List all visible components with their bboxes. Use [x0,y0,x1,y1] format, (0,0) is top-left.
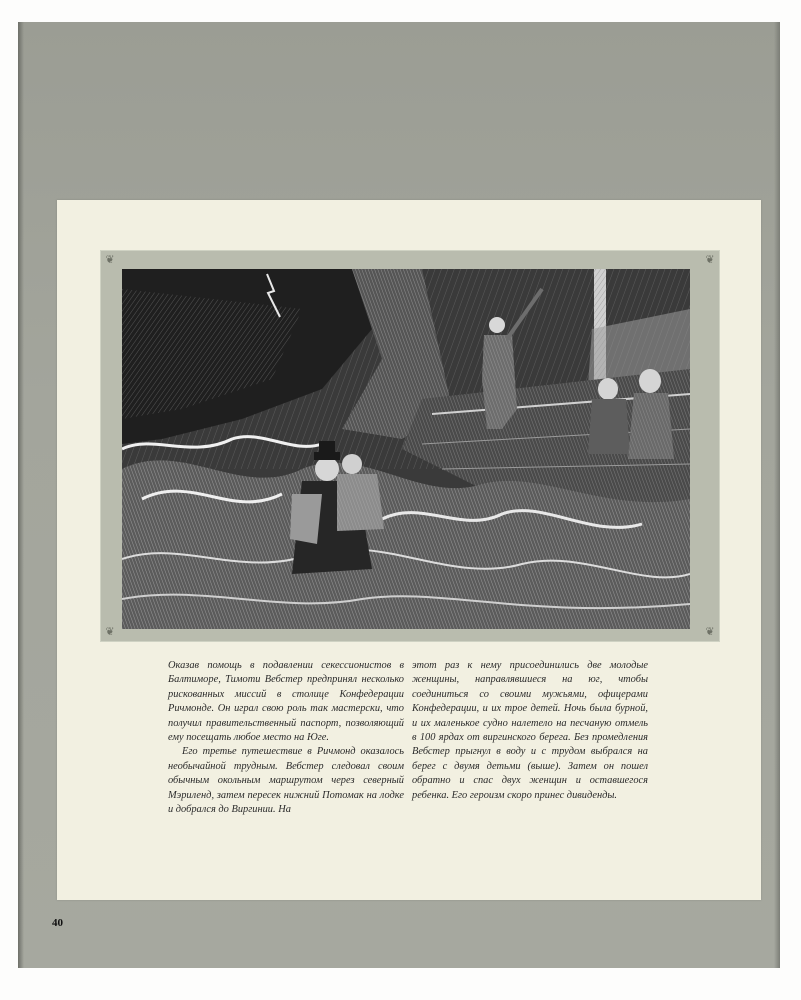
text-column-left [168,659,404,817]
corner-ornament-icon: ❦ [105,253,115,266]
page-number: 40 [52,917,63,929]
paragraph: Его третье путешествие в Ричмонд оказалось необычайной трудным. Вебстер следовал своим обычным окольным маршрутом через северный Мэриленд, затем пересек нижний Потомак на лодке и добрался до Виргинии. На [168,746,404,816]
corner-ornament-icon: ❦ [105,625,115,638]
corner-ornament-icon: ❦ [705,625,715,638]
paragraph: этот раз к нему присоединились две молодые женщины, направлявшиеся на юг, чтобы соединиться со своими мужьями, офицерами Конфедерации, и их трое детей. Ночь была бурной, и их маленькое судно налетело на песчаную отмель в 100 ярдах от виргинского берега. Без промедления Вебстер прыгнул в воду и с трудом выбрался на берег с двумя детьми (выше). Затем он пошел обратно и спас двух женщин и оставшегося ребенка. Его героизм скоро принес дивиденды. [412,660,648,801]
paragraph: Оказав помощь в подавлении секессионистов в Балтиморе, Тимоти Вебстер предпринял несколько рискованных миссий в столице Конфедерации Ричмонде. Он играл свою роль так мастерски, что получил правительственный паспорт, позволяющий ему посещать любое место на Юге. [168,660,404,744]
corner-ornament-icon: ❦ [705,253,715,266]
text-column-right [412,659,648,803]
engraving-storm-boat-rescue-icon [122,269,690,629]
